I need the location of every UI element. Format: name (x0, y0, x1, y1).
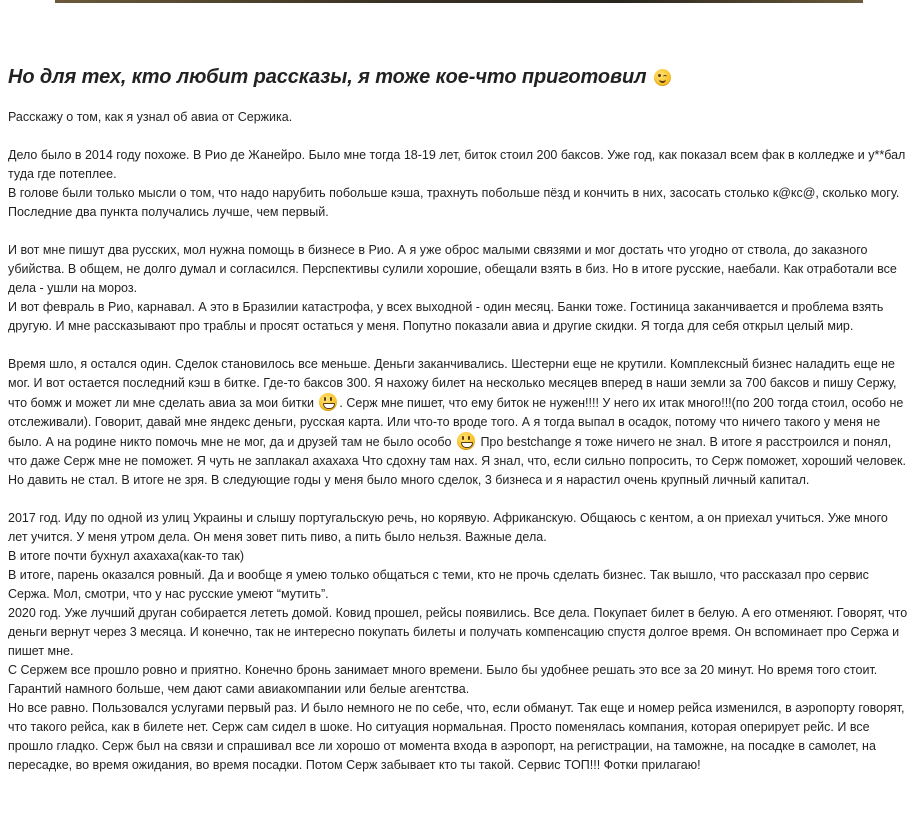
top-divider (55, 0, 863, 3)
paragraph-carnival: И вот февраль в Рио, карнавал. А это в Бразилии катастрофа, у всех выходной - один месяц. Банки тоже. Гостиница заканчивается и проблема взять другую. И мне рассказывают про траблы и просят остаться у меня. Попутно показали авиа и другие скидки. Я тогда для себя открыл целый мир. (8, 300, 884, 333)
paragraph-russians: И вот мне пишут два русских, мол нужна помощь в бизнесе в Рио. А я уже оброс малыми связями и мог достать что угодно от ствола, до заказного убийства. В общем, не долго думал и согласился. Перспективы сулили хорошие, обещали взять в биз. Но в итоге русские, наебали. Как отработали все дела - ушли на мороз. (8, 243, 897, 295)
paragraph-last-cash-part-1: Время шло, я остался один. Сделок становилось все меньше. Деньги заканчивались. Шестерни еще не крутили. Комплексный бизнес наладить еще не мог. И вот остается последний кэш в битке. Где-то баксов 300. Я нахожу билет на несколько месяцев вперед в наши земли за 700 баксов и пишу Сержу, что бомж и может ли мне сделать авиа за мои битки (8, 357, 897, 410)
paragraph-friend: В итоге, парень оказался ровный. Да и вообще я умею только общаться с теми, кто не прочь сделать бизнес. Так вышло, что рассказал про сервис Сержа. Мол, смотри, что у нас русские умеют “мутить”. (8, 568, 869, 601)
paragraph-smooth: С Сержем все прошло ровно и приятно. Конечно бронь занимает много времени. Было бы удобнее решать это все за 20 минут. Но время того стоит. Гарантий намного больше, чем дают сами авиакомпании или белые агентства. (8, 663, 878, 696)
paragraph-almost-drank: В итоге почти бухнул ахахаха(как-то так) (8, 549, 245, 563)
paragraph-2014-start: Дело было в 2014 году похоже. В Рио де Жанейро. Было мне тогда 18-19 лет, биток стоил 200 баксов. Уже год, как показал всем фак в колледже и у**бал туда где потеплее. (8, 148, 906, 181)
paragraph-last-cash-part-3: Про bestchange я тоже ничего не знал. В итоге я расстроился и понял, что даже Серж мне не поможет. Я чуть не заплакал ахахаха Что сдохну там нах. Я знал, что, если сильно попросить, то Серж поможет, хороший человек. Но давить не стал. В итоге не зря. В следующие годы у меня было много сделок, 3 бизнеса и я нарастил очень крупный личный капитал. (8, 435, 906, 487)
paragraph-thoughts: В голове были только мысли о том, что надо нарубить побольше кэша, трахнуть побольше пёзд и кончить в них, засосать столько к@кс@, сколько могу. Последние два пункта получались лучше, чем первый. (8, 186, 900, 219)
story-post (8, 64, 908, 775)
paragraph-2017: 2017 год. Иду по одной из улиц Украины и слышу португальскую речь, но корявую. Африканскую. Общаюсь с кентом, а он приехал учиться. Уже много лет учится. У меня утром дела. Он меня зовет пить пиво, а пить было нельзя. Важные дела. (8, 511, 888, 544)
story-heading (8, 64, 908, 90)
paragraph-2020: 2020 год. Уже лучший друган собирается лететь домой. Ковид прошел, рейсы появились. Все дела. Покупает билет в белую. А его отменяют. Говорят, что деньги вернут через 3 месяца. И конечно, так не интересно покупать билеты и получать компенсацию спустя долгое время. Он вспоминает про Сержа и пишет мне. (8, 606, 908, 658)
grinning-face-emoji-icon (457, 432, 475, 450)
paragraph-first-time: Но все равно. Пользовался услугами первый раз. И было немного не по себе, что, если обманут. Так еще и номер рейса изменился, в аэропорту говорят, что такого рейса, как в билете нет. Серж сам сидел в шоке. Но ситуация нормальная. Просто поменялась компания, которая оперирует рейс. И все прошло гладко. Серж был на связи и спрашивал все ли хорошо от момента входа в аэропорт, на регистрации, на таможне, на посадке в самолет, на пересадке, во время ожидания, во время посадки. Потом Серж забывает кто ты такой. Сервис ТОП!!! Фотки прилагаю! (8, 701, 905, 772)
paragraph-intro: Расскажу о том, как я узнал об авиа от Сержика. (8, 110, 293, 124)
winking-face-emoji-icon (654, 69, 671, 86)
paragraph-last-cash-part-2: . Серж мне пишет, что ему биток не нужен!!!! У него их итак много!!!(по 200 тогда стоил, особо не отслеживали). Говорит, давай мне яндекс деньги, русская карта. Или что-то вроде того. А я тогда выпал в осадок, потому что ничего такого у меня не было. А на родине никто помочь мне не мог, да и друзей там не было особо (8, 396, 904, 449)
paragraph-last-cash (8, 355, 908, 490)
story-heading-text: Но для тех, кто любит рассказы, я тоже кое-что приготовил (8, 66, 647, 88)
grinning-face-emoji-icon (319, 393, 337, 411)
